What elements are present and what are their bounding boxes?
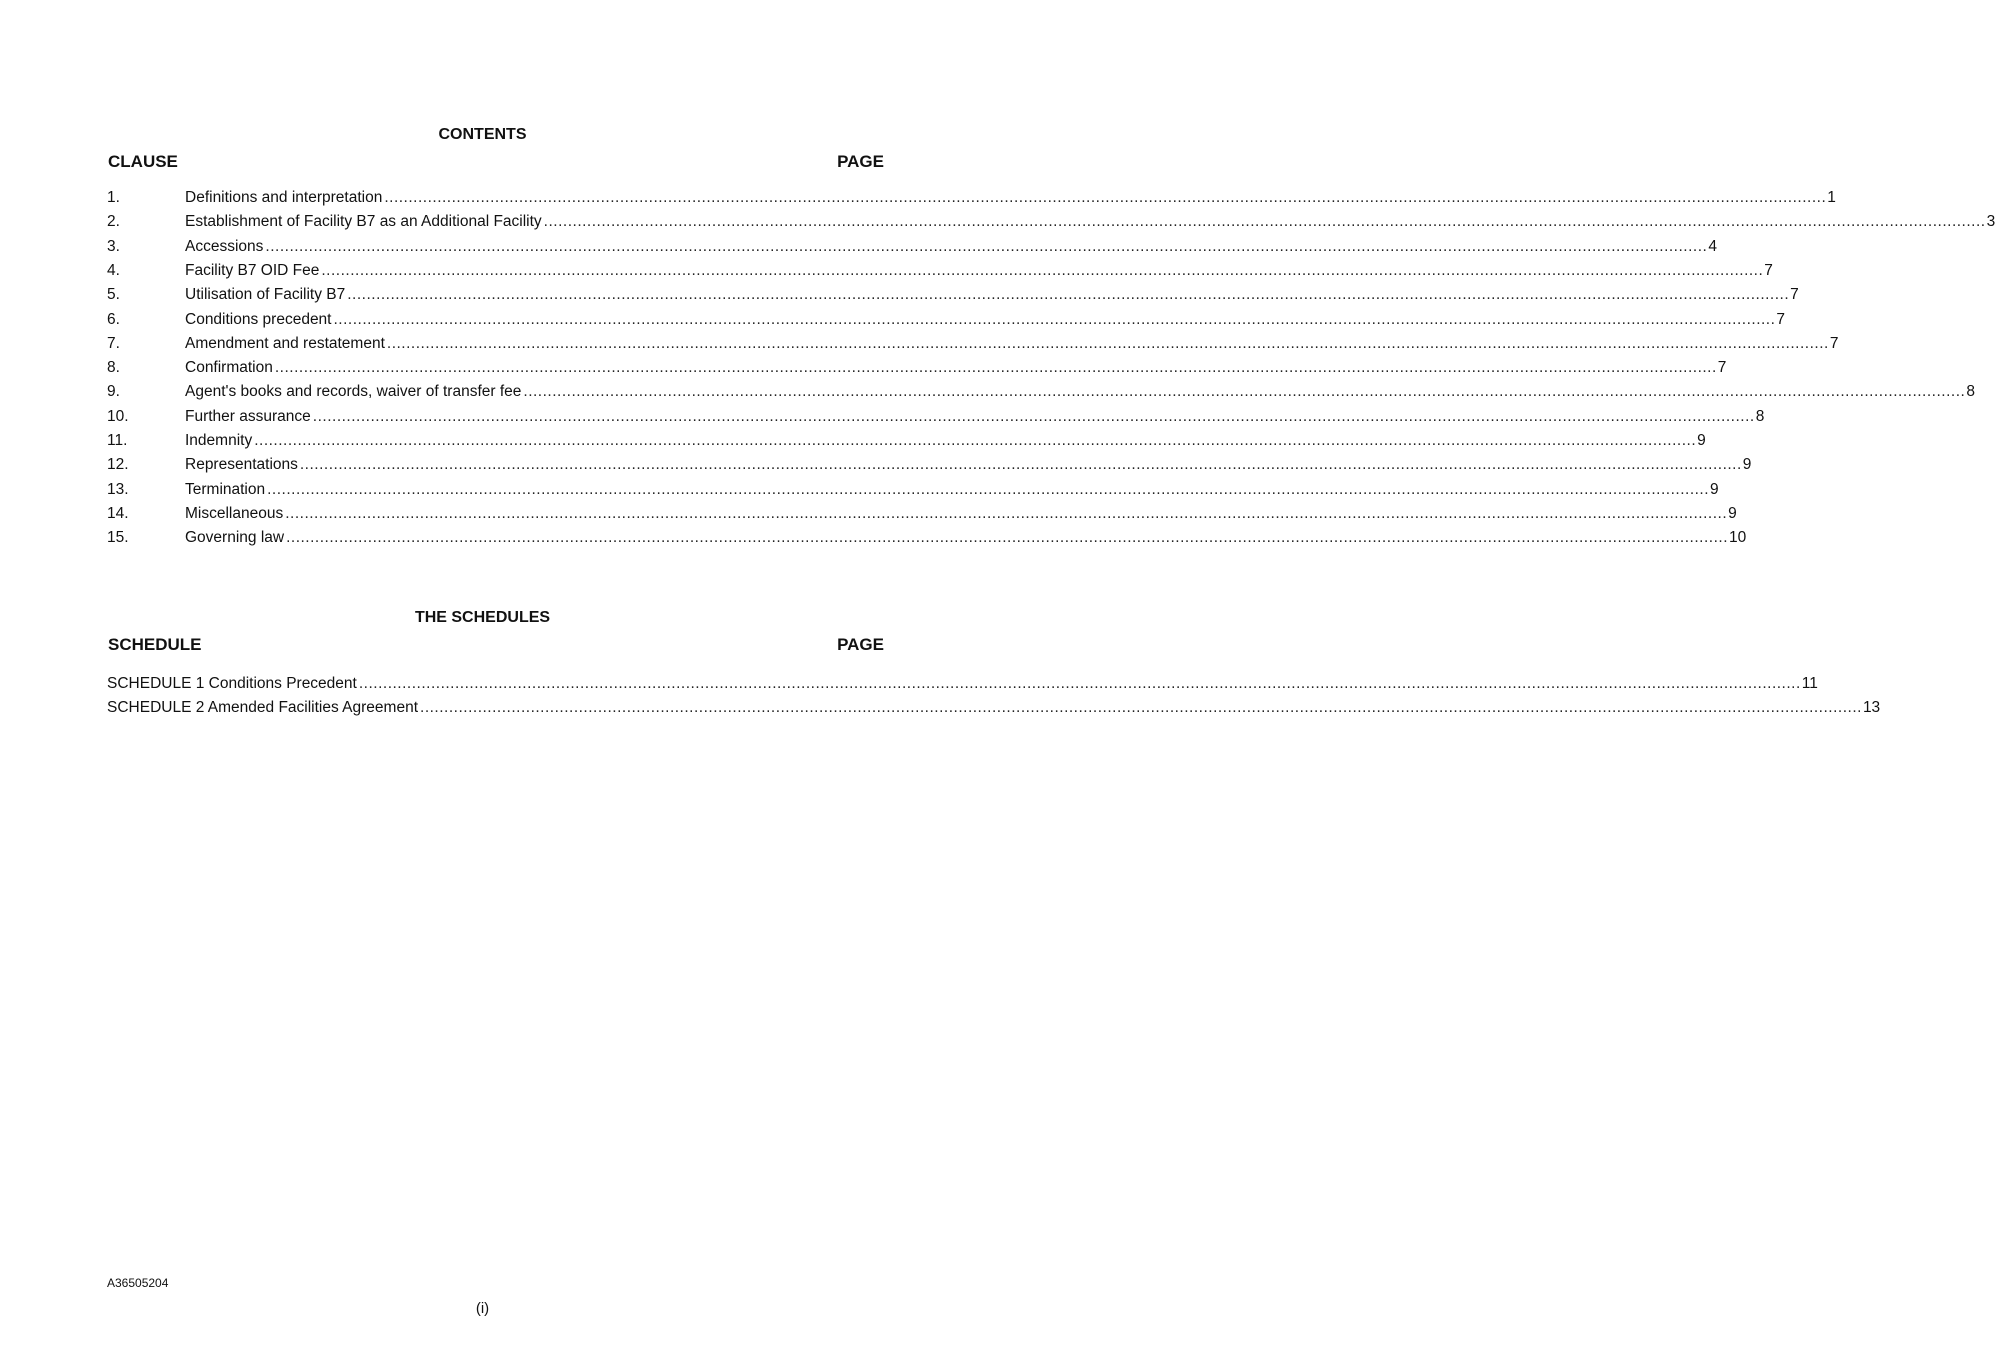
dot-leader: ............................................................................................................................................................................................................................................................................................................ [274,359,1717,377]
entry-page: 7 [1790,286,1799,304]
entry-line [107,697,1881,719]
schedule-entry[interactable] [107,673,1818,695]
dot-leader: ............................................................................................................................................................................................................................................................................................................ [267,480,1710,498]
contents-entry[interactable] [107,381,1975,403]
entry-number: 11. [107,432,128,449]
entry-title: SCHEDULE 1 Conditions Precedent [107,675,357,692]
entry-title: Establishment of Facility B7 as an Additional Facility [185,213,542,231]
entry-number: 7. [107,334,120,352]
entry-line [185,309,1786,331]
entry-line [185,333,1839,355]
contents-entry[interactable] [107,479,1719,501]
entry-line [185,503,1737,525]
contents-entry[interactable] [107,527,1747,549]
entry-line [185,406,1765,428]
contents-entry[interactable] [107,357,1727,379]
dot-leader: ............................................................................................................................................................................................................................................................................................................ [543,213,1986,231]
entry-page: 3 [1986,213,1995,231]
entry-title: Miscellaneous [185,504,284,522]
contents-entry[interactable] [107,260,1773,282]
dot-leader: ............................................................................................................................................................................................................................................................................................................ [420,699,1862,717]
entry-page: 11 [1801,675,1818,692]
entry-line [185,260,1773,282]
entry-page: 9 [1742,456,1752,474]
entry-page: 7 [1829,334,1839,352]
entry-line [185,187,1836,209]
entry-page: 7 [1717,359,1727,377]
entry-title: SCHEDULE 2 Amended Facilities Agreement [107,699,419,717]
contents-entry[interactable] [107,309,1786,331]
schedules-title: THE SCHEDULES [414,609,551,626]
entry-title: Agent's books and records, waiver of transfer fee [185,383,522,401]
entry-line [185,284,1799,306]
entry-number: 8. [107,359,120,377]
dot-leader: ............................................................................................................................................................................................................................................................................................................ [254,432,1697,449]
entry-number: 4. [107,261,120,279]
page-column-header: PAGE [837,152,884,171]
page-number: (i) [475,1300,490,1317]
entry-page: 9 [1728,504,1737,522]
entry-number: 12. [107,456,129,474]
contents-entry[interactable] [107,503,1737,525]
entry-line [185,381,1975,403]
entry-number: 13. [107,480,129,498]
entry-line [185,236,1717,258]
entry-title: Amendment and restatement [185,334,385,352]
dot-leader: ............................................................................................................................................................................................................................................................................................................ [358,675,1801,692]
dot-leader: ............................................................................................................................................................................................................................................................................................................ [523,383,1966,401]
contents-entry[interactable] [107,211,1995,233]
contents-entry[interactable] [107,430,1706,452]
dot-leader: ............................................................................................................................................................................................................................................................................................................ [386,334,1829,352]
entry-title: Further assurance [185,407,311,425]
entry-line [185,357,1727,379]
schedule-page-column-header: PAGE [837,635,884,654]
entry-number: 3. [107,237,120,255]
entry-page: 7 [1776,310,1786,328]
entry-number: 15. [107,529,129,547]
contents-entry[interactable] [107,454,1752,476]
entry-title: Representations [185,456,298,474]
entry-line [185,211,1995,233]
entry-page: 9 [1697,432,1706,449]
entry-page: 1 [1827,189,1836,206]
entry-number: 5. [107,286,120,304]
entry-title: Facility B7 OID Fee [185,261,320,279]
dot-leader: ............................................................................................................................................................................................................................................................................................................ [321,261,1764,279]
dot-leader: ............................................................................................................................................................................................................................................................................................................ [299,456,1742,474]
dot-leader: ............................................................................................................................................................................................................................................................................................................ [285,504,1728,522]
entry-title: Accessions [185,237,264,255]
schedule-column-header: SCHEDULE [108,635,202,654]
entry-title: Confirmation [185,359,273,377]
entry-page: 8 [1755,407,1765,425]
entry-page: 13 [1862,699,1881,717]
entry-number: 1. [107,189,120,206]
entry-page: 8 [1966,383,1975,401]
schedule-entry[interactable] [107,697,1881,719]
entry-page: 9 [1710,480,1719,498]
entry-title: Indemnity [185,432,253,449]
dot-leader: ............................................................................................................................................................................................................................................................................................................ [286,529,1728,547]
entry-number: 2. [107,213,120,231]
contents-entry[interactable] [107,236,1717,258]
entry-line [107,673,1818,695]
entry-line [185,454,1752,476]
entry-title: Conditions precedent [185,310,332,328]
entry-number: 6. [107,310,120,328]
dot-leader: ............................................................................................................................................................................................................................................................................................................ [265,237,1708,255]
contents-title: CONTENTS [438,126,527,143]
dot-leader: ............................................................................................................................................................................................................................................................................................................ [333,310,1776,328]
contents-entry[interactable] [107,333,1839,355]
contents-entry[interactable] [107,284,1799,306]
entry-page: 7 [1764,261,1773,279]
contents-entry[interactable] [107,187,1836,209]
entry-number: 14. [107,504,129,522]
entry-page: 4 [1708,237,1717,255]
dot-leader: ............................................................................................................................................................................................................................................................................................................ [312,407,1755,425]
clause-column-header: CLAUSE [108,152,178,171]
contents-entry[interactable] [107,406,1765,428]
entry-page: 10 [1729,529,1747,547]
entry-line [185,479,1719,501]
entry-title: Termination [185,480,266,498]
entry-number: 9. [107,383,120,401]
entry-number: 10. [107,407,129,425]
entry-line [185,430,1706,452]
entry-title: Governing law [185,529,285,547]
entry-line [185,527,1747,549]
dot-leader: ............................................................................................................................................................................................................................................................................................................ [384,189,1827,206]
dot-leader: ............................................................................................................................................................................................................................................................................................................ [347,286,1790,304]
document-reference: A36505204 [107,1276,169,1290]
entry-title: Definitions and interpretation [185,189,383,206]
entry-title: Utilisation of Facility B7 [185,286,346,304]
